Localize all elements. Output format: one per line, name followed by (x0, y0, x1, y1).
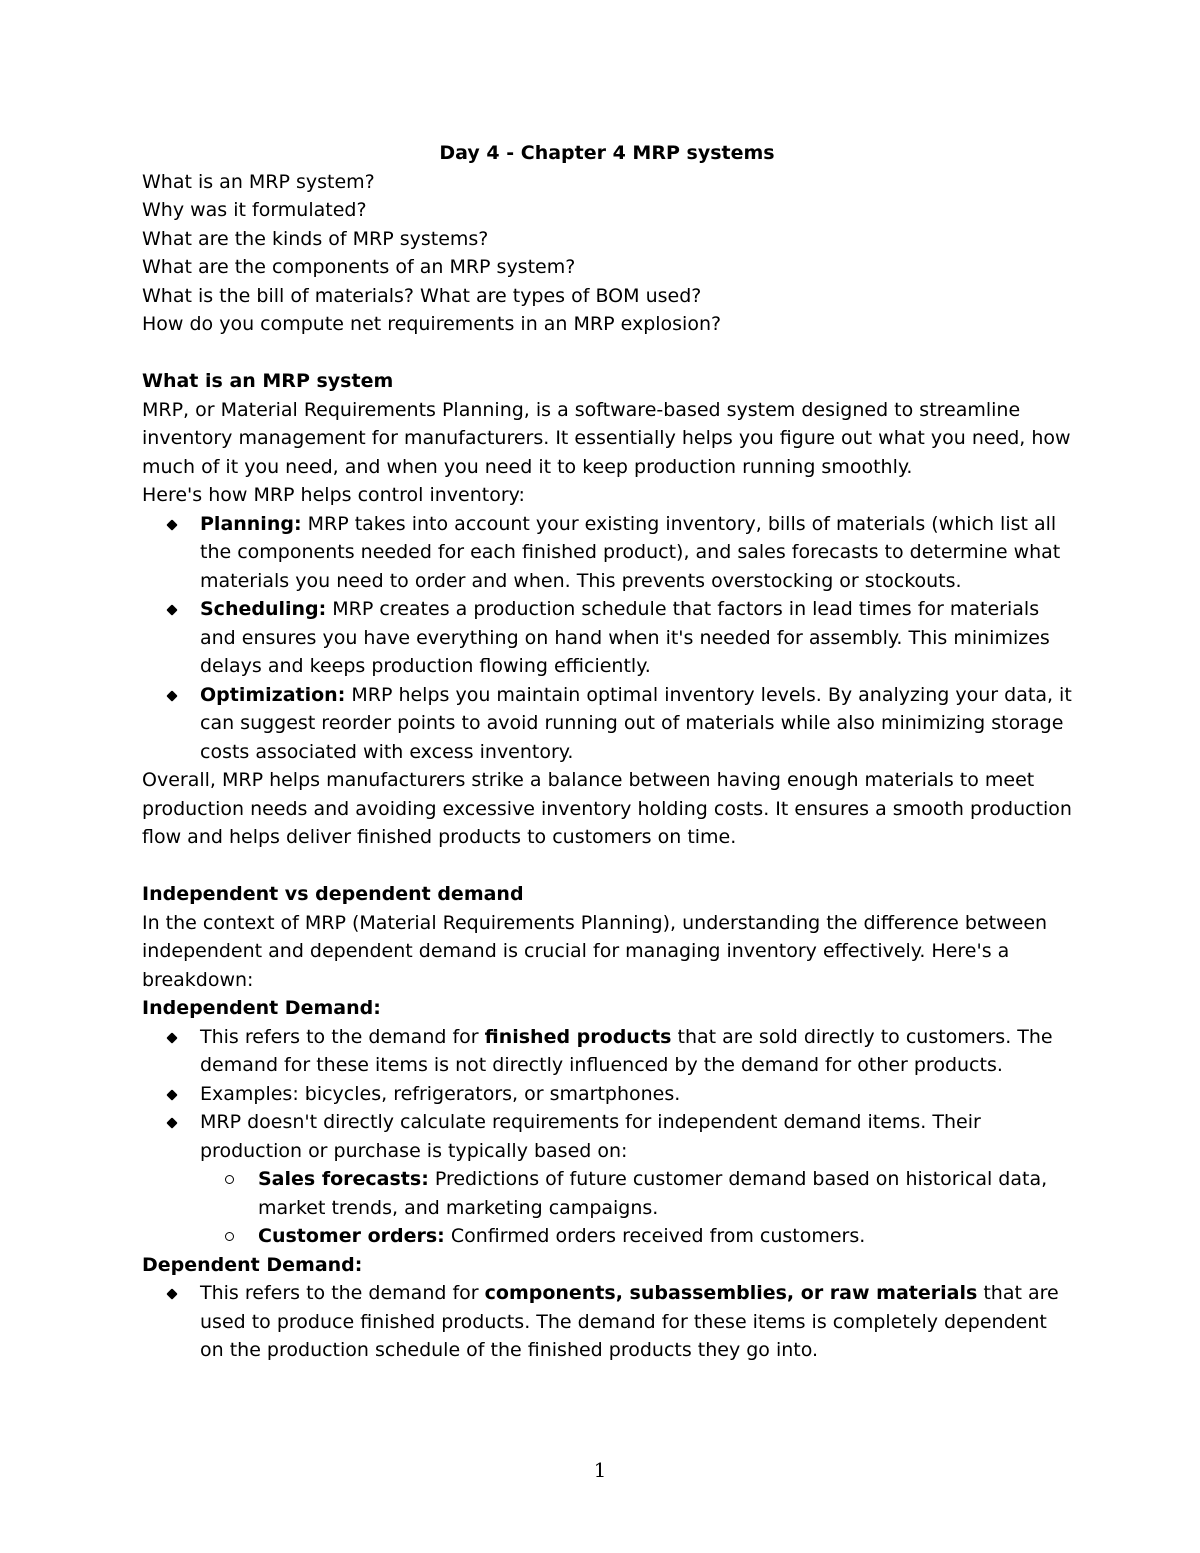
bullet-text: MRP doesn't directly calculate requirements for independent demand items. Their production or purchase is typically based on: (200, 1111, 981, 1162)
circle-bullet-icon (225, 1175, 234, 1184)
section-heading-demand: Independent vs dependent demand (142, 883, 524, 905)
bullet-text: that are sold directly to customers. The demand for these items is not directly influenced by the demand for other products. (200, 1025, 1053, 1076)
mrp-bullet-list (142, 510, 1072, 767)
subheading-independent-demand: Independent Demand: (142, 997, 381, 1019)
diamond-bullet-icon (166, 519, 177, 530)
diamond-bullet-icon (166, 604, 177, 615)
bullet-term: Sales forecasts: (258, 1168, 429, 1190)
question-list (142, 168, 1072, 339)
bullet-term: Scheduling: (200, 598, 327, 620)
question-item: What are the components of an MRP system? (142, 256, 576, 278)
bullet-text: This refers to the demand for (200, 1282, 485, 1304)
question-item: What is an MRP system? (142, 170, 375, 193)
diamond-bullet-icon (166, 1032, 177, 1043)
dependent-bullet-list (142, 1279, 1072, 1365)
bullet-text: that are used to produce finished products. The demand for these items is completely dependent on the production schedule of the finished products they go into. (200, 1282, 1059, 1361)
diamond-bullet-icon (166, 690, 177, 701)
list-item (142, 1023, 1072, 1080)
diamond-bullet-icon (166, 1117, 177, 1128)
bullet-text: Confirmed orders received from customers. (444, 1225, 866, 1247)
sub-list-item (142, 1222, 1072, 1251)
independent-bullet-list (142, 1023, 1072, 1251)
list-item (142, 1080, 1072, 1109)
paragraph-mrp-lead: Here's how MRP helps control inventory: (142, 484, 525, 506)
bullet-text: MRP takes into account your existing inventory, bills of materials (which list all the components needed for each finished product), and sales forecasts to determine what materials you need to order and when. This prevents overstocking or stockouts. (200, 512, 1061, 592)
document-page (142, 139, 1072, 1365)
independent-sub-list (200, 1165, 1072, 1251)
page-number: 1 (593, 1458, 607, 1482)
bullet-text: This refers to the demand for (200, 1025, 485, 1048)
question-item: What is the bill of materials? What are types of BOM used? (142, 284, 702, 307)
list-item (142, 595, 1072, 681)
bullet-text: MRP helps you maintain optimal inventory levels. By analyzing your data, it can suggest reorder points to avoid running out of materials while also minimizing storage costs associated with excess inventory. (200, 683, 1072, 763)
paragraph-demand-intro: In the context of MRP (Material Requirements Planning), understanding the difference between independent and dependent demand is crucial for managing inventory effectively. Here's a breakdown: (142, 911, 1048, 991)
paragraph-mrp-intro: MRP, or Material Requirements Planning, is a software-based system designed to streamline inventory management for manufacturers. It essentially helps you figure out what you need, how much of it you need, and when you need it to keep production running smoothly. (142, 398, 1071, 478)
bullet-term: Planning: (200, 512, 302, 535)
bullet-text: MRP creates a production schedule that factors in lead times for materials and ensures you have everything on hand when it's needed for assembly. This minimizes delays and keeps production flowing efficiently. (200, 598, 1050, 677)
bullet-text: Examples: bicycles, refrigerators, or smartphones. (200, 1082, 681, 1105)
list-item (142, 681, 1072, 767)
list-item (142, 510, 1072, 596)
circle-bullet-icon (225, 1232, 234, 1241)
spacer (142, 339, 1072, 368)
section-heading-mrp: What is an MRP system (142, 370, 394, 392)
question-item: What are the kinds of MRP systems? (142, 227, 489, 250)
spacer (142, 852, 1072, 881)
paragraph-mrp-conclusion: Overall, MRP helps manufacturers strike a balance between having enough materials to meet production needs and avoiding excessive inventory holding costs. It ensures a smooth production flow and helps deliver finished products to customers on time. (142, 769, 1072, 848)
question-item: Why was it formulated? (142, 199, 367, 221)
document-title: Day 4 - Chapter 4 MRP systems (439, 142, 775, 164)
list-item (142, 1108, 1072, 1251)
bullet-text: Predictions of future customer demand based on historical data, market trends, and marketing campaigns. (258, 1168, 1048, 1219)
subheading-dependent-demand: Dependent Demand: (142, 1253, 363, 1276)
bullet-bold-text: finished products (484, 1025, 672, 1048)
diamond-bullet-icon (166, 1089, 177, 1100)
bullet-term: Customer orders: (258, 1225, 445, 1247)
question-item: How do you compute net requirements in an MRP explosion? (142, 313, 722, 335)
diamond-bullet-icon (166, 1288, 177, 1299)
bullet-bold-text: components, subassemblies, or raw materials (484, 1282, 978, 1304)
list-item (142, 1279, 1072, 1365)
sub-list-item (142, 1165, 1072, 1222)
bullet-term: Optimization: (200, 683, 346, 706)
